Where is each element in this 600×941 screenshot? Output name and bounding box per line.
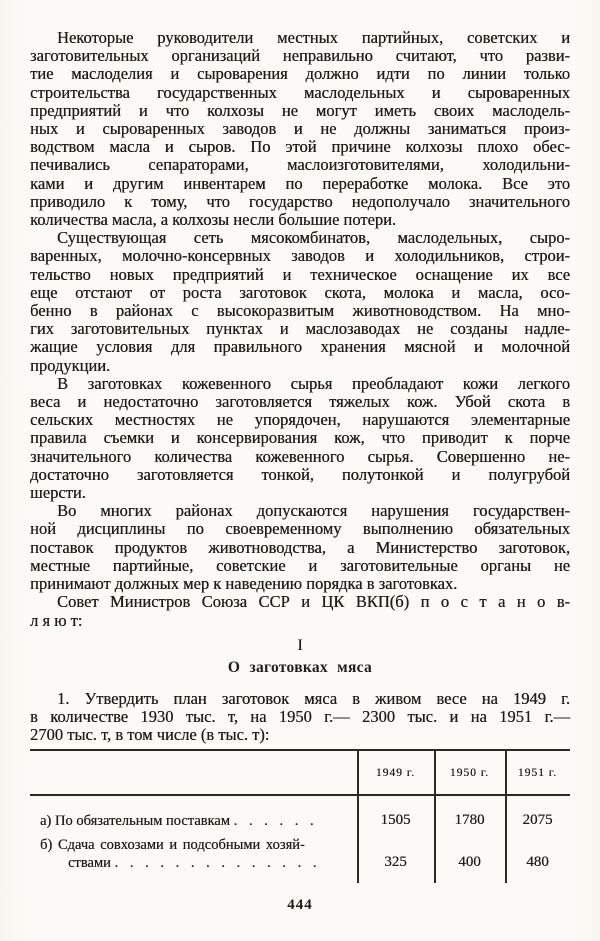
table-cell-a-1951: 2075: [522, 812, 553, 829]
paragraph-line: ками и другим инвентарем по переработке молока. Все это: [30, 173, 570, 193]
table-header-1949: 1949 г.: [375, 766, 416, 779]
paragraph-line: значительного количества кожевенного сырья. Совершенно не-: [30, 446, 570, 466]
paragraph-line: 2700 тыс. т, в том числе (в тыс. т):: [30, 725, 270, 745]
row-a-label-text: а) По обязательным поставкам: [40, 813, 230, 830]
paragraph-line: шерсти.: [30, 483, 86, 503]
paragraph-line: печивались сепараторами, маслоизготовителями, холодильни-: [30, 155, 570, 175]
table-vertical-rule-2: [434, 751, 436, 883]
paragraph: [30, 229, 570, 375]
paragraph-line: продукции.: [30, 355, 111, 375]
text-column: [30, 29, 570, 914]
table-row-a-label: [30, 796, 357, 831]
table-vertical-rule-1: [357, 751, 359, 883]
paragraph: [30, 375, 570, 502]
body-paragraphs: [30, 29, 570, 630]
paragraph-line: в количестве 1930 тыс. т, на 1950 г.— 2300 тыс. и на 1951 г.—: [30, 706, 570, 726]
row-b-label-text: ствами: [68, 855, 111, 872]
paragraph-line: еще отстают от роста заготовок скота, молока и масла, осо-: [30, 282, 570, 302]
plan-table: [30, 749, 570, 883]
paragraph: [30, 502, 570, 593]
paragraph-line: Существующая сеть мясокомбинатов, маслодельных, сыро-: [57, 228, 570, 248]
table-body: [30, 796, 570, 883]
paragraph-line: варенных, молочно-консервных заводов и холодильников, строи-: [30, 246, 570, 266]
paragraph-line: Во многих районах допускаются нарушения государствен-: [57, 501, 570, 521]
paragraph-line: ных и сыроваренных заводов и не должны заниматься произ-: [30, 119, 570, 139]
paragraph-line: веса и недостаточно заготовляется тяжелых кож. Убой скота в: [30, 392, 570, 412]
row-b-label-line-2: [30, 854, 357, 872]
paragraph-line: принимают должных мер к наведению порядка в заготовках.: [30, 574, 458, 594]
paragraph-line: приводило к тому, что государство недополучало значительного: [30, 191, 570, 211]
table-header-row: [30, 751, 570, 796]
paragraph-line: 1. Утвердить план заготовок мяса в живом весе на 1949 г.: [57, 688, 570, 708]
paragraph-line: правила съемки и консервирования кож, что приводит к порче: [30, 428, 570, 448]
paragraph-line: В заготовках кожевенного сырья преобладают кожи легкого: [57, 373, 570, 393]
table-cell-b-1950: 400: [458, 854, 481, 871]
page-number: 444: [287, 897, 313, 914]
paragraph-line: количества масла, а колхозы несли большие потери.: [30, 210, 396, 230]
table-cell-b-1951: 480: [526, 854, 549, 871]
paragraph-line: поставок продуктов животноводства, а Министерство заготовок,: [30, 537, 570, 557]
section-heading: О заготовках мяса: [227, 658, 373, 676]
paragraph-line: сельских местностях не упорядочен, нарушаются элементарные: [30, 410, 570, 430]
section-numeral: I: [297, 636, 303, 654]
paragraph-line: водством масла и сыров. По этой причине колхозы плохо обес-: [30, 137, 570, 157]
paragraph: [30, 593, 570, 629]
paragraph-line: ной дисциплины по своевременному выполнению обязательных: [30, 519, 570, 539]
paragraph: [30, 690, 570, 745]
paragraph-line: бенно в районах с высокоразвитым животноводством. На мно-: [30, 301, 570, 321]
table-header-1951: 1951 г.: [517, 766, 558, 779]
dot-leader: . . . . . .: [233, 813, 318, 830]
paragraph-line: Совет Министров Союза ССР и ЦК ВКП(б) п о с т а н о в-: [57, 592, 570, 612]
table-cell-a-1949: 1505: [380, 812, 411, 829]
item-1-paragraph: [30, 690, 570, 745]
table-cell-a-1950: 1780: [454, 812, 485, 829]
paragraph-line: жащие условия для правильного хранения мясной и молочной: [30, 337, 570, 357]
paragraph-line: л я ю т:: [30, 610, 83, 630]
table-row-b-label: [30, 831, 357, 883]
table-cell-b-1949: 325: [384, 854, 407, 871]
paragraph-line: тельство новых предприятий и техническое оснащение их все: [30, 264, 570, 284]
paragraph: [30, 29, 570, 229]
paragraph-line: гих заготовительных пунктах и маслозаводах не созданы надле-: [30, 319, 570, 339]
paragraph-line: местные партийные, советские и заготовительные органы не: [30, 555, 570, 575]
table-header-1950: 1950 г.: [449, 766, 490, 779]
paragraph-line: тие маслоделия и сыроварения должно идти по линии только: [30, 64, 570, 84]
paragraph-line: Некоторые руководители местных партийных, советских и: [57, 28, 570, 47]
paragraph-line: заготовительных организаций неправильно считают, что разви-: [30, 46, 570, 66]
row-b-label-line-1: б) Сдача совхозами и подсобными хозяй-: [40, 837, 305, 854]
paragraph-line: достаточно заготовляется тонкой, полутонкой и полугрубой: [30, 464, 570, 484]
paragraph-line: предприятий и что колхозы не могут иметь своих маслодель-: [30, 100, 570, 120]
dot-leader: . . . . . . . . . . . . . .: [114, 855, 321, 872]
table-vertical-rule-3: [505, 751, 507, 883]
paragraph-line: строительства государственных маслодельных и сыроваренных: [30, 82, 570, 102]
